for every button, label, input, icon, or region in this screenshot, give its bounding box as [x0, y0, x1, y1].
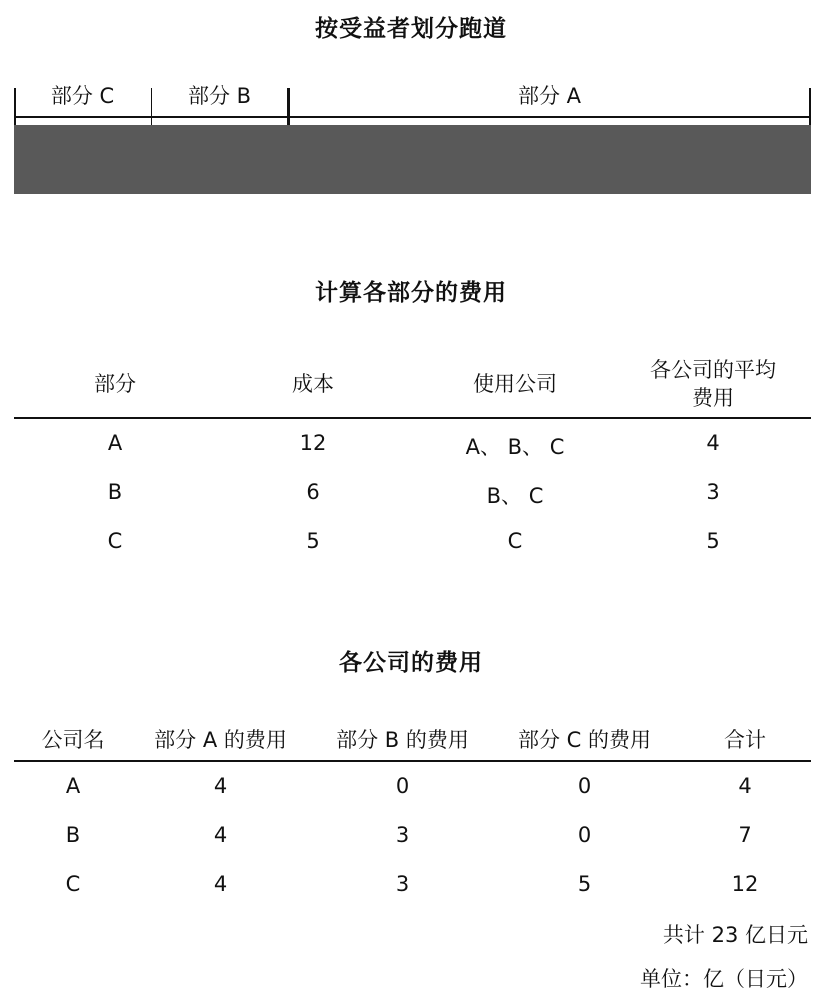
header-part-b-cost: 部分 B 的费用 — [336, 728, 469, 752]
table-cell: B — [107, 480, 123, 504]
table-cell: B、 C — [486, 484, 544, 508]
table-cell: 3 — [706, 480, 720, 504]
table-cell: 5 — [706, 529, 720, 553]
table-cell: 0 — [577, 823, 592, 847]
header-using-companies: 使用公司 — [473, 372, 557, 396]
cost-table-rule — [14, 417, 811, 419]
runway-diagram — [14, 70, 811, 194]
table-cell: 5 — [577, 872, 592, 896]
table-cell: 5 — [306, 529, 320, 553]
segment-b-label: 部分 B — [187, 84, 252, 108]
table-cell: 4 — [738, 774, 752, 798]
table-cell: C — [507, 529, 523, 553]
header-part-a-cost: 部分 A 的费用 — [154, 728, 287, 752]
tick-cb — [151, 88, 152, 125]
company-table-title: 各公司的费用 — [339, 650, 483, 676]
segment-line — [14, 116, 811, 118]
runway-bar — [14, 125, 811, 194]
table-cell: 0 — [395, 774, 410, 798]
header-company: 公司名 — [41, 728, 105, 752]
diagram-title: 按受益者划分跑道 — [315, 16, 507, 42]
table-cell: A — [107, 431, 123, 455]
segment-a-label: 部分 A — [517, 84, 582, 108]
tick-right — [809, 88, 811, 125]
table-cell: A — [65, 774, 81, 798]
total-note: 共计 23 亿日元 — [662, 923, 808, 947]
header-part: 部分 — [94, 372, 136, 396]
unit-note: 单位：亿（日元） — [640, 967, 808, 991]
table-cell: C — [107, 529, 123, 553]
table-cell: 4 — [213, 872, 228, 896]
header-part-c-cost: 部分 C 的费用 — [517, 728, 651, 752]
header-cost: 成本 — [292, 372, 334, 396]
company-table-rule — [14, 760, 811, 762]
table-cell: 4 — [213, 774, 228, 798]
table-cell: 12 — [731, 872, 759, 896]
tick-ba — [287, 88, 290, 125]
tick-left — [14, 88, 16, 125]
table-cell: 4 — [213, 823, 228, 847]
table-cell: 0 — [577, 774, 592, 798]
header-total: 合计 — [724, 728, 766, 752]
table-cell: A、 B、 C — [465, 435, 565, 459]
segment-c-label: 部分 C — [50, 84, 115, 108]
table-cell: 6 — [306, 480, 320, 504]
table-cell: 4 — [706, 431, 720, 455]
table-cell: 12 — [299, 431, 327, 455]
table-cell: B — [65, 823, 81, 847]
header-average-line1: 各公司的平均 — [650, 358, 776, 382]
table-cell: 3 — [395, 823, 410, 847]
table-cell: 7 — [738, 823, 752, 847]
table-cell: 3 — [395, 872, 410, 896]
header-average-line2: 费用 — [692, 386, 734, 410]
table-cell: C — [65, 872, 81, 896]
cost-table-title: 计算各部分的费用 — [315, 280, 507, 306]
